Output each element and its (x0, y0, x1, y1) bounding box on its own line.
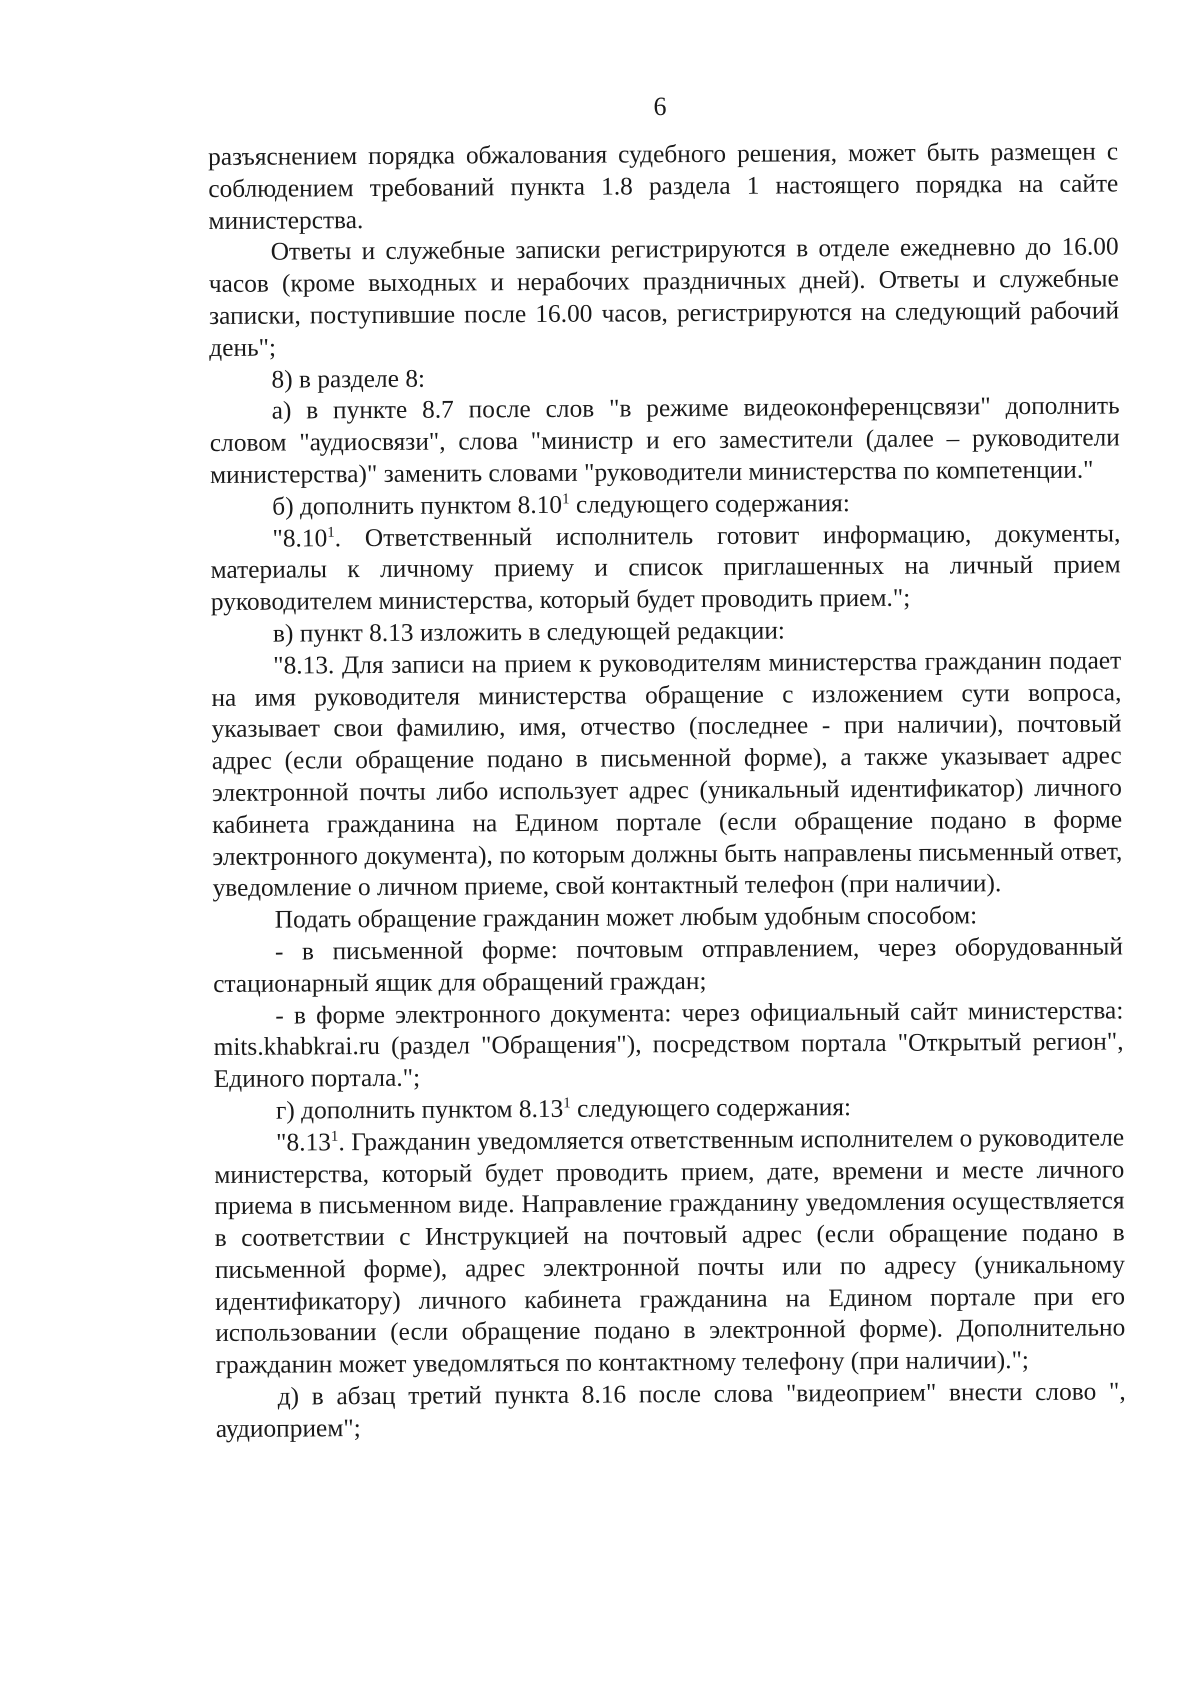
paragraph-2: Ответы и служебные записки регистрируются в отделе ежедневно до 16.00 часов (кроме выходных и нерабочих праздничных дней). Ответы и служебные записки, поступившие после 16.00 часов, регистрируются на следующий рабочий день"; (208, 232, 1120, 362)
paragraph-written-form: - в письменной форме: почтовым отправлением, через оборудованный стационарный ящик для обращений граждан; (213, 932, 1124, 998)
paragraph-item-g: г) дополнить пунктом 8.13$^1$ следующего содержания: (275, 1092, 852, 1125)
paragraph-item-v: в) пункт 8.13 изложить в следующей редакции: (272, 616, 786, 648)
paragraph-submit-methods: Подать обращение гражданин может любым удобным способом: (274, 901, 978, 934)
paragraph-8-13: "8.13. Для записи на прием к руководителям министерства гражданин подает на имя руководителя министерства обращение с изложением сути вопроса, указывает свои фамилию, имя, отчество (последнее - при наличии), почтовый адрес (если обращение подано в письменной форме), а также указывает адрес электронной почты либо использует адрес (уникальный идентификатор) личного кабинета гражданина на Едином портале (если обращение подано в форме электронного документа), по которым должны быть направлены письменный ответ, уведомление о личном приеме, свой контактный телефон (при наличии). (211, 646, 1123, 903)
paragraph-section-8: 8) в разделе 8: (271, 364, 426, 394)
paragraph-1: разъяснением порядка обжалования судебного решения, может быть размещен с соблюдением требований пункта 1.8 раздела 1 настоящего порядка на сайте министерства. (208, 137, 1119, 235)
paragraph-item-a: а) в пункте 8.7 после слов "в режиме видеоконференцсвязи" дополнить словом "аудиосвязи", слова "министр и его заместители (далее – руководители министерства)" заменить словами "руководители министерства по компетенции." (209, 391, 1120, 489)
page-number: 6 (653, 92, 667, 121)
paragraph-8-13-1: "8.13$^1$. Гражданин уведомляется ответственным исполнителем о руководителе министерства, который будет проводить прием, дате, времени и месте личного приема в письменном виде. Направление гражданину уведомления осуществляется в соответствии с Инструкцией на почтовый адрес (если обращение подано в письменной форме), адрес электронной почты или по адресу (уникальному идентификатору) личного кабинета гражданина на Едином портале при его использовании (если обращение подано в электронной форме). Дополнительно гражданин может уведомляться по контактному телефону (при наличии)."; (214, 1123, 1126, 1380)
paragraph-8-10-1: "8.10$^1$. Ответственный исполнитель готовит информацию, документы, материалы к личному приему и список приглашенных на личный прием руководителем министерства, который будет проводить прием."; (210, 518, 1121, 617)
paragraph-electronic-form: - в форме электронного документа: через официальный сайт министерства: mits.khabkrai.ru (раздел "Обращения"), посредством портала "Открытый регион", Единого портала."; (213, 995, 1124, 1094)
document-body (208, 136, 1126, 1445)
paragraph-item-d: д) в абзац третий пункта 8.16 после слова "видеоприем" внести слово ", аудиоприем"; (215, 1377, 1126, 1443)
paragraph-item-b: б) дополнить пунктом 8.10$^1$ следующего содержания: (272, 488, 850, 521)
